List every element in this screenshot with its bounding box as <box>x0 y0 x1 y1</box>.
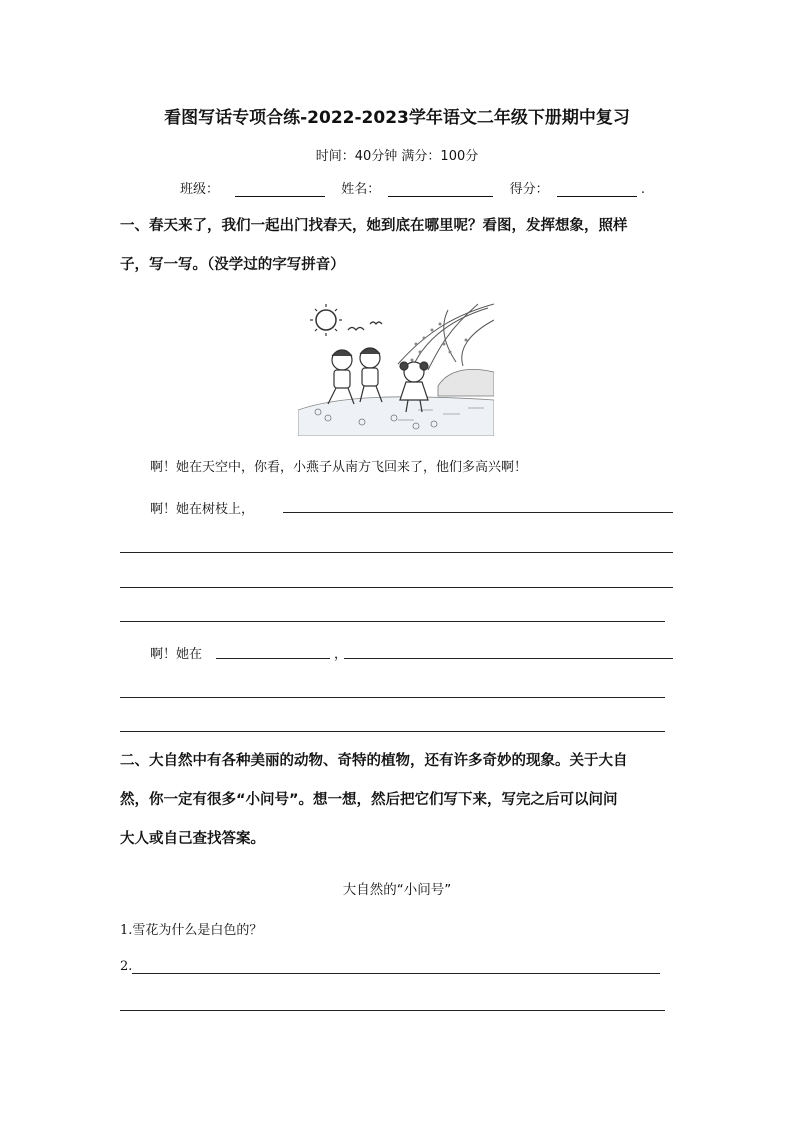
name-label: 姓名： <box>341 182 381 197</box>
class-label: 班级： <box>180 182 220 197</box>
answer-line[interactable] <box>120 731 665 732</box>
place-blank[interactable] <box>216 658 330 659</box>
answer-line[interactable] <box>120 1010 665 1011</box>
class-blank[interactable] <box>235 182 325 197</box>
section2-prompt <box>120 742 676 859</box>
answer-line[interactable] <box>120 587 673 588</box>
answer-line[interactable] <box>132 973 660 974</box>
score-label: 得分： <box>509 182 549 197</box>
section1-prompt-line2: 子，写一写。（没学过的字写拼音） <box>120 257 345 273</box>
sun-icon <box>310 304 342 336</box>
score-blank[interactable] <box>557 182 637 197</box>
question-item-2-number: 2. <box>120 959 133 974</box>
spring-illustration <box>298 300 494 436</box>
student-info-row <box>180 178 645 197</box>
end-mark: . <box>640 182 646 197</box>
swallow-icon <box>348 322 382 330</box>
custom-sentence-start: 啊！她在 <box>150 647 203 662</box>
question-item-1: 1.雪花为什么是白色的？ <box>120 923 263 938</box>
example-sentence: 啊！她在天空中，你看，小燕子从南方飞回来了，他们多高兴啊！ <box>150 460 528 475</box>
answer-line[interactable] <box>120 552 673 553</box>
section2-heading: 大自然的“小问号” <box>342 882 452 898</box>
section1-prompt-line1: 一、春天来了，我们一起出门找春天，她到底在哪里呢？看图，发挥想象，照样 <box>120 218 628 234</box>
exam-time-score: 时间：40分钟 满分：100分 <box>315 149 479 164</box>
section2-prompt-line2: 然，你一定有很多“小问号”。想一想，然后把它们写下来，写完之后可以问问 <box>120 792 618 808</box>
section2-prompt-line3: 大人或自己查找答案。 <box>120 831 265 847</box>
answer-line[interactable] <box>120 697 665 698</box>
answer-line[interactable] <box>120 621 665 622</box>
spring-scene-icon <box>298 300 494 436</box>
page-title: 看图写话专项合练-2022-2023学年语文二年级下册期中复习 <box>164 108 630 128</box>
answer-line[interactable] <box>283 512 673 513</box>
branch-sentence-start: 啊！她在树枝上， <box>150 502 255 517</box>
name-blank[interactable] <box>388 182 493 197</box>
section2-prompt-line1: 二、大自然中有各种美丽的动物、奇特的植物，还有许多奇妙的现象。关于大自 <box>120 753 628 769</box>
section1-prompt <box>120 207 676 285</box>
answer-line[interactable] <box>344 658 673 659</box>
custom-sentence-comma: ， <box>334 647 348 662</box>
